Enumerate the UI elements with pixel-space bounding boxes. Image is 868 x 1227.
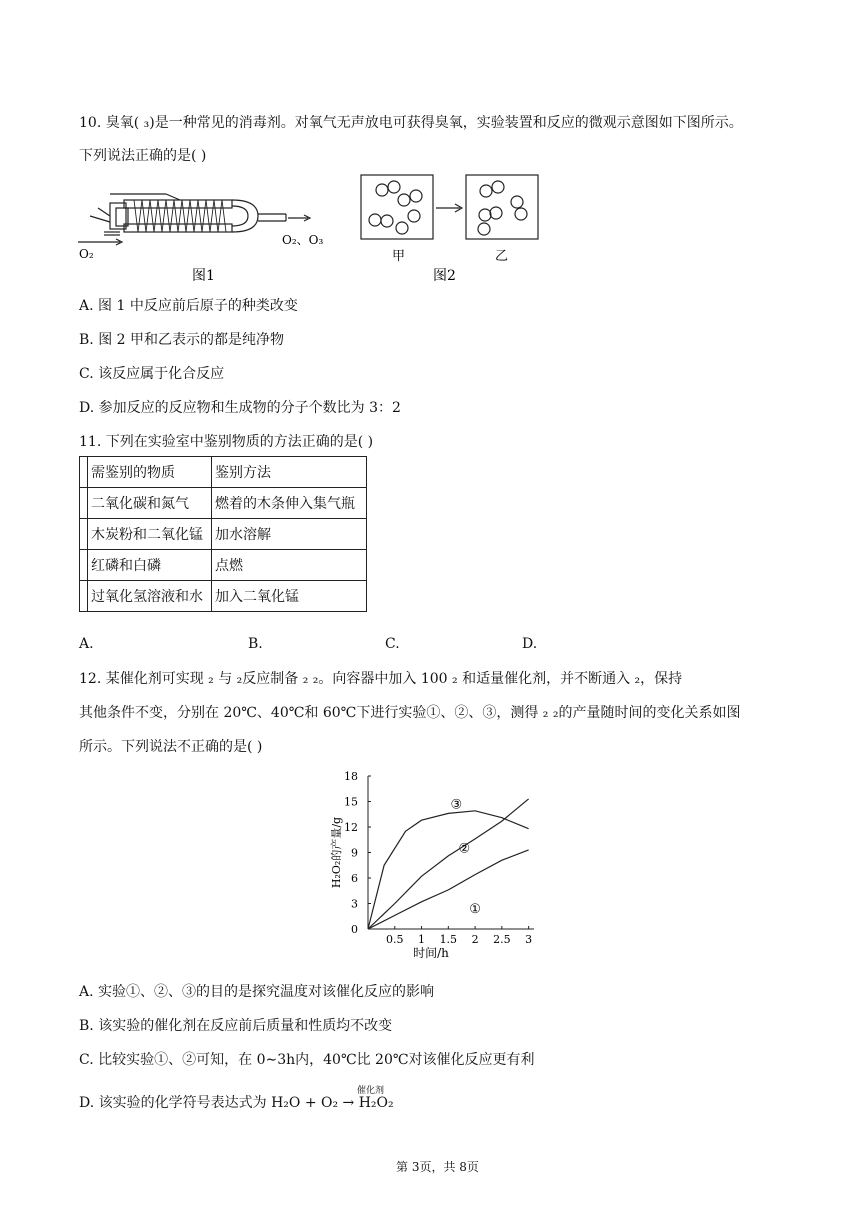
y-axis-label: H₂O₂的产量/g [330, 816, 343, 889]
table-header-cell: 需鉴别的物质 [88, 457, 212, 488]
q10-option-a: A. 图 1 中反应前后原子的种类改变 [79, 298, 298, 314]
q10-option-b: B. 图 2 甲和乙表示的都是纯净物 [79, 332, 284, 348]
series-line-3 [368, 811, 529, 929]
series-label-2: ② [458, 841, 471, 857]
fig2-right-label: 乙 [495, 249, 509, 264]
y-tick-label: 0 [351, 923, 358, 936]
q10-stem-line1: 10. 臭氧( ₃)是一种常见的消毒剂。对氧气无声放电可获得臭氧，实验装置和反应的微观示意图如下图所示。 [79, 115, 743, 131]
q12-option-a: A. 实验①、②、③的目的是探究温度对该催化反应的影响 [79, 984, 435, 1000]
x-tick-label: 1 [418, 933, 426, 946]
q12-chart [322, 766, 552, 962]
q12-option-b: B. 该实验的催化剂在反应前后质量和性质均不改变 [79, 1018, 393, 1034]
x-tick-label: 2 [471, 933, 479, 946]
fig2-caption: 图2 [433, 268, 456, 284]
series-line-1 [368, 850, 529, 929]
q10-option-c: C. 该反应属于化合反应 [79, 366, 225, 382]
q12-option-d: D. 该实验的化学符号表达式为 H₂O + O₂ → H₂O₂ [79, 1095, 394, 1111]
q11-choice-c: C. [385, 636, 400, 652]
x-tick-label: 1.5 [439, 933, 458, 946]
series-label-3: ③ [450, 797, 463, 813]
catalyst-label: 催化剂 [357, 1086, 385, 1096]
q11-stem: 11. 下列在实验室中鉴别物质的方法正确的是( ) [79, 434, 374, 450]
q10-figure1 [76, 186, 346, 284]
y-tick-label: 3 [351, 897, 358, 911]
x-tick-label: 0.5 [386, 933, 404, 946]
q10-stem-line2: 下列说法正确的是( ) [79, 148, 207, 164]
q12-stem-line3: 所示。下列说法不正确的是( ) [79, 739, 263, 755]
q11-choice-d: D. [522, 636, 538, 652]
fig1-in-label: O₂ [79, 247, 94, 261]
table-header-cell: 鉴别方法 [212, 457, 367, 488]
q12-stem-line1: 12. 某催化剂可实现 ₂ 与 ₂反应制备 ₂ ₂。向容器中加入 100 ₂ 和适量催化剂，并不断通入 ₂，保持 [79, 671, 683, 687]
table-cell: 二氧化碳和氮气 [88, 488, 212, 519]
q10-option-d: D. 参加反应的反应物和生成物的分子个数比为 3：2 [79, 400, 401, 416]
y-tick-label: 6 [351, 872, 358, 885]
fig2-left-label: 甲 [392, 249, 406, 264]
table-cell: 加水溶解 [212, 519, 367, 550]
table-row [80, 550, 367, 581]
page-footer: 第 3页，共 8页 [396, 1160, 479, 1174]
x-tick-label: 2.5 [493, 933, 511, 946]
table-cell: 木炭粉和二氧化锰 [88, 519, 212, 550]
table-row [80, 519, 367, 550]
q12-option-c: C. 比较实验①、②可知，在 0∼3h内，40℃比 20℃对该催化反应更有利 [79, 1052, 535, 1068]
q11-choice-a: A. [79, 636, 94, 652]
y-tick-label: 18 [344, 770, 358, 783]
x-tick-label: 3 [525, 933, 533, 946]
table-cell: 过氧化氢溶液和水 [88, 581, 212, 612]
table-row [80, 581, 367, 612]
fig1-out-label: O₂、O₃ [282, 233, 324, 247]
table-cell: 点燃 [212, 550, 367, 581]
q11-table [79, 456, 367, 612]
table-cell: 红磷和白磷 [88, 550, 212, 581]
fig1-caption: 图1 [192, 268, 215, 284]
table-cell: 燃着的木条伸入集气瓶 [212, 488, 367, 519]
table-row [80, 457, 367, 488]
y-tick-label: 15 [344, 795, 358, 809]
x-axis-label: 时间/h [413, 946, 449, 960]
q12-stem-line2: 其他条件不变，分别在 20℃、40℃和 60℃下进行实验①、②、③，测得 ₂ ₂的产量随时间的变化关系如图 [79, 705, 741, 721]
y-tick-label: 9 [351, 846, 358, 860]
table-cell: 加入二氧化锰 [212, 581, 367, 612]
q11-choice-b: B. [248, 636, 263, 652]
q10-figure2 [356, 172, 546, 290]
y-tick-label: 12 [344, 821, 358, 834]
table-row [80, 488, 367, 519]
series-label-1: ① [469, 901, 481, 917]
